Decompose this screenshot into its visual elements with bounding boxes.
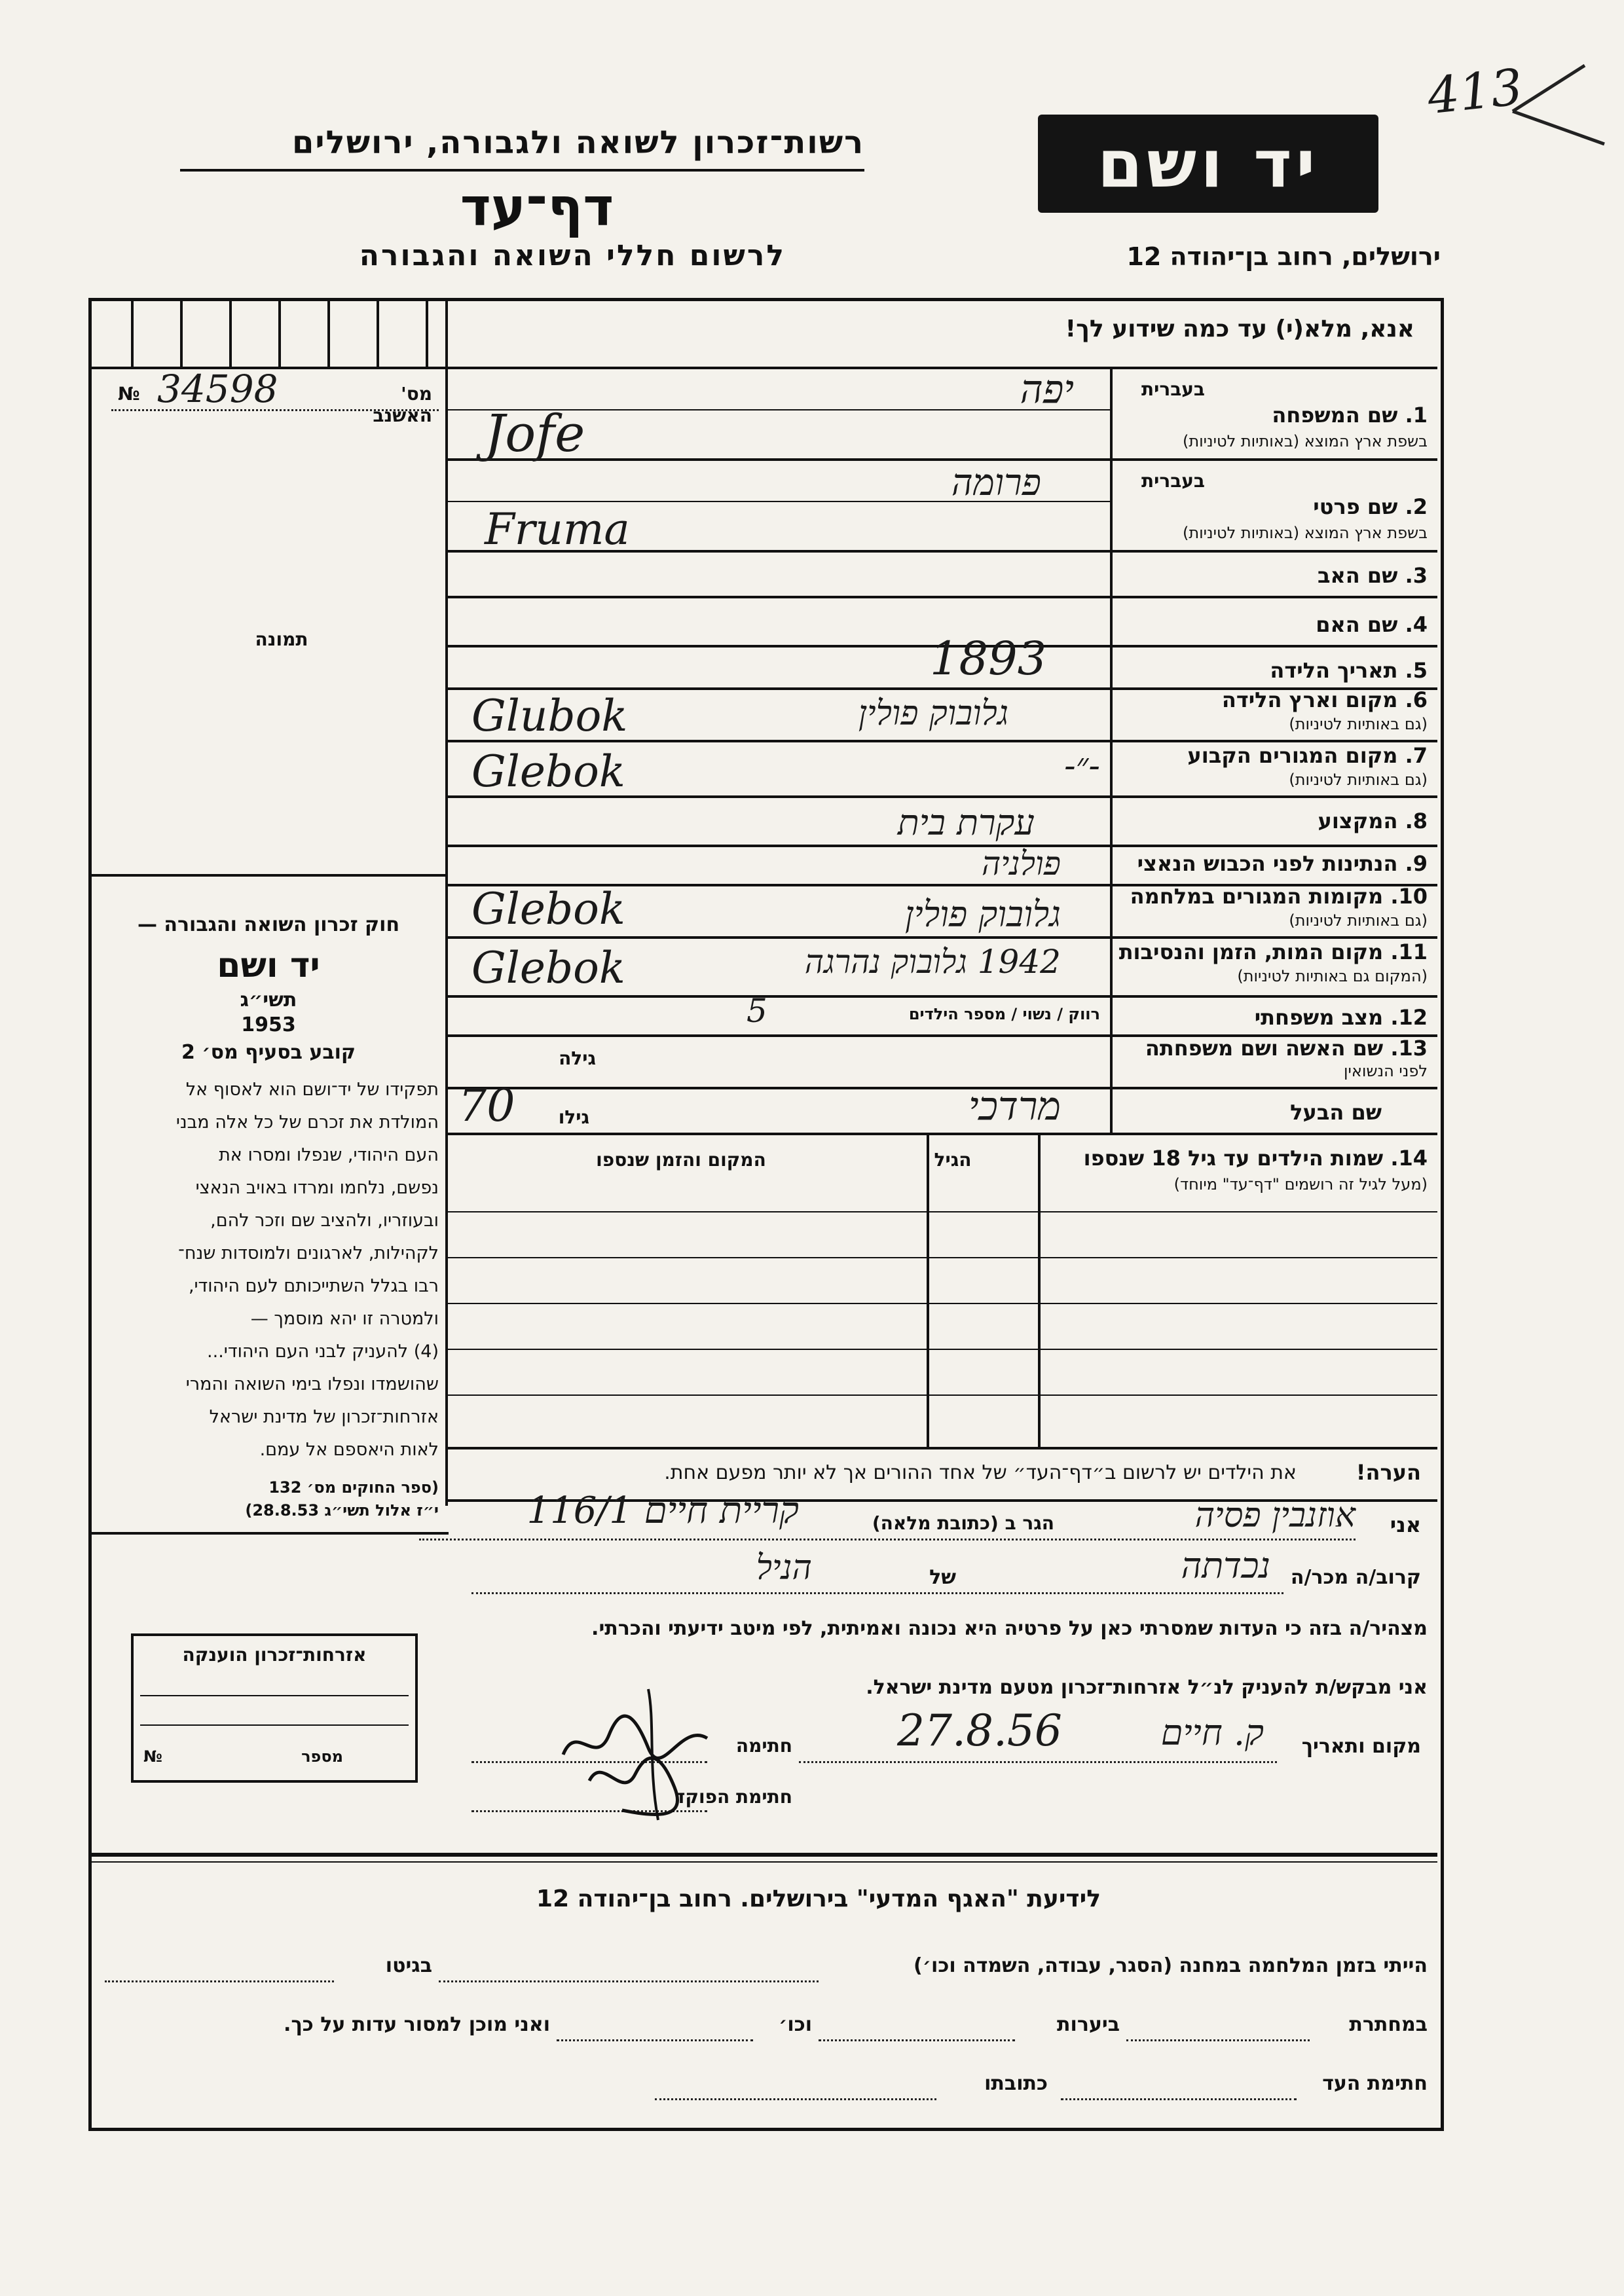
field-7-value-he: -״-	[1064, 746, 1100, 786]
corner-arrow-icon	[1506, 59, 1611, 151]
authority-title: רשות־זכרון לשואה ולגבורה, ירושלים	[291, 124, 864, 161]
law-year: 1953	[241, 1013, 296, 1036]
field-6-sub: (גם באותיות לטיניות)	[1289, 715, 1428, 733]
citizenship-line	[140, 1724, 409, 1726]
law-panel-bottom	[92, 1532, 449, 1535]
law-ref-2: י״ז אלול תשי״ג 28.8.53)	[245, 1501, 439, 1520]
bottom-line2-c: וכו׳	[779, 2013, 812, 2036]
authority-underline	[180, 169, 864, 172]
of-value: הניל	[756, 1548, 812, 1588]
field-14-label: 14. שמות הילדים עד גיל 18 שנספו	[1083, 1146, 1428, 1171]
field-9-value: פולניה	[981, 845, 1061, 883]
bottom-line2-fill-3	[557, 2039, 753, 2041]
field-8-value: עקרת בית	[897, 802, 1035, 843]
declaration-line-1	[419, 1539, 1356, 1540]
field-2-value-latin: Fruma	[485, 504, 630, 555]
bottom-line2-a: במחתרת	[1349, 2013, 1428, 2036]
registry-number: 34598	[157, 367, 278, 411]
registry-line	[111, 409, 439, 411]
bottom-heading: לידיעת "האגף המדעי" בירושלים. רחוב בן־יהודה 12	[536, 1886, 1101, 1912]
bottom-line3-fill-1	[1061, 2098, 1297, 2100]
declare-text: מצהיר/ה בזה כי העדות שמסרתי כאן על פרטיה היא נכונה ואמיתית, לפי מיטב ידיעתי והכרתי.	[591, 1617, 1428, 1640]
table-row-line	[445, 1257, 1437, 1258]
left-column-divider	[445, 301, 448, 1506]
table-bottom-line	[445, 1447, 1437, 1449]
photo-label: תמונה	[255, 629, 308, 650]
citizenship-line	[140, 1695, 409, 1696]
field-13-sub: לפני הנשואין	[1343, 1062, 1428, 1080]
row-line	[445, 995, 1437, 998]
bottom-line3-fill-2	[655, 2098, 936, 2100]
of-label: של	[929, 1566, 956, 1589]
date-line	[799, 1761, 1277, 1763]
bottom-line2-fill-1	[1126, 2039, 1310, 2041]
field-14-col-place: המקום והזמן שנספו	[596, 1149, 766, 1171]
field-10-value-he: גלובוק פולין	[904, 894, 1061, 935]
field-11-sub: (המקום גם באותיות לטיניות)	[1237, 967, 1428, 985]
witness-name: אוזנבין פסיה	[1194, 1496, 1356, 1535]
law-line: (4) להעניק לבני העם היהודי...	[207, 1341, 439, 1362]
row-line	[445, 596, 1437, 598]
field-2-value-he: פרומה	[951, 462, 1041, 504]
note-label: הערה!	[1356, 1460, 1421, 1485]
witness-address: קריית חיים 116/1	[526, 1489, 799, 1532]
residing-label: הגר ב (כתובת מלאה)	[872, 1512, 1054, 1534]
law-body	[98, 1074, 439, 1467]
citizenship-number-prefix: №	[143, 1747, 162, 1766]
row-line	[445, 1133, 1437, 1135]
table-row-line	[445, 1211, 1437, 1212]
field-7-label: 7. מקום המגורים הקבוע	[1187, 743, 1428, 768]
law-line: ובעוזריו, ולהציב שם וזכר להם,	[210, 1211, 439, 1231]
husband-label: שם הבעל	[1290, 1100, 1382, 1125]
law-line: שהושמדו ונפלו בימי השואה והמרי	[185, 1374, 439, 1394]
bottom-line1-b: בגיטו	[385, 1954, 432, 1977]
law-line: המולדת את זכרם של כל אלה מבני	[175, 1112, 439, 1133]
table-divider-age-left	[927, 1133, 929, 1447]
law-line: לאות היאספם אל עמם.	[259, 1440, 439, 1460]
bottom-line3-b: כתובתו	[984, 2072, 1048, 2095]
law-line: ולמטרה זו יהא מוסמך —	[250, 1309, 439, 1329]
field-10-sub: (גם באותיות לטיניות)	[1289, 911, 1428, 930]
field-6-value-he: גלובוק פולין	[858, 694, 1008, 733]
bottom-line3-a: חתימת העד	[1322, 2072, 1428, 2095]
husband-age-value: 70	[458, 1080, 515, 1132]
field-9-label: 9. הנתינות לפני הכבוש הנאצי	[1137, 851, 1428, 876]
instruction-text: אנא, מלא(י) עד כמה שידוע לך!	[1065, 316, 1414, 342]
field-7-value-latin: Glebok	[471, 746, 625, 797]
citizenship-box	[131, 1633, 418, 1783]
law-panel-top	[92, 874, 445, 877]
field-2-sub: בשפת ארץ המוצא (באותיות לטיניות)	[1183, 524, 1428, 542]
declaration-ani: אני	[1390, 1512, 1421, 1537]
bottom-line1-a: הייתי בזמן המלחמה במחנה (הסגר, עבודה, השמדה וכו׳)	[913, 1954, 1428, 1977]
top-boxes	[92, 301, 445, 373]
field-1-value-he: יפה	[1020, 367, 1074, 412]
declaration-line-2	[471, 1592, 1283, 1594]
field-11-label: 11. מקום המות, הזמן והנסיבות	[1118, 939, 1428, 964]
table-row-line	[445, 1349, 1437, 1350]
field-12-options: רווק / נשוי / מספר הילדים	[908, 1005, 1100, 1023]
law-title: חוק זכרון השואה והגבורה —	[137, 913, 400, 936]
place-date-label: מקום ותאריך	[1301, 1735, 1421, 1758]
law-section: קובע בסעיף מס׳ 2	[181, 1041, 356, 1064]
registry-label: מס' האשנב	[373, 383, 432, 426]
field-4-label: 4. שם האם	[1316, 612, 1428, 637]
law-name: יד ושם	[217, 946, 320, 985]
signature-label: חתימה	[735, 1735, 792, 1757]
bottom-line1-fill	[439, 1980, 819, 1982]
husband-age-label: גילו	[558, 1106, 589, 1128]
law-line: רבו בגלל השתייכותם לעם היהודי,	[188, 1276, 439, 1296]
field-14-sub: (מעל לגיל זה רושמים "דף־עד" מיוחד)	[1173, 1175, 1428, 1194]
note-text: את הילדים יש לרשום ב״דף־העד״ של אחד ההורים אך לא יותר מפעם אחת.	[664, 1461, 1297, 1484]
field-13-label: 13. שם האשה ושם משפחתה	[1145, 1036, 1428, 1061]
field-3-label: 3. שם האב	[1317, 563, 1428, 588]
header-address: ירושלים, רחוב בן־יהודה 12	[1126, 242, 1441, 271]
field-12-value: 5	[747, 992, 767, 1030]
hebrew-tag-1: בעברית	[1141, 378, 1205, 400]
table-row-line	[445, 1303, 1437, 1304]
bottom-line2-d: ואני מוכן למסור עדות על כך.	[284, 2013, 550, 2036]
law-line: אזרחות־זכרון של מדינת ישראל	[209, 1407, 439, 1427]
relation-value: נכדתה	[1181, 1545, 1270, 1586]
law-line: לקהילות, לארגונים ולמוסדות שנח־	[178, 1243, 439, 1264]
field-1-label: 1. שם המשפחה	[1272, 403, 1428, 428]
law-line: תפקידו של יד־ושם הוא לאסוף אל	[185, 1080, 439, 1100]
officer-label: חתימת הפוקד	[674, 1786, 792, 1808]
label-column-divider	[1110, 367, 1113, 1133]
law-line: העם היהודי, שנפלו ומסרו את	[219, 1145, 439, 1165]
yad-vashem-logo: יד ושם	[1038, 115, 1378, 213]
field-2-label: 2. שם פרטי	[1313, 494, 1428, 519]
bottom-line2-b: ביערות	[1057, 2013, 1120, 2036]
bottom-separator-inner	[92, 1861, 1437, 1863]
husband-value: מרדכי	[968, 1084, 1061, 1129]
field-13-age-label: גילה	[559, 1048, 596, 1069]
row-line	[445, 936, 1437, 939]
citizenship-title: אזרחות־זכרון הוענקה	[182, 1644, 367, 1666]
corner-number: 413	[1424, 57, 1526, 126]
relative-label: קרוב/ה מכר/ה	[1290, 1566, 1421, 1589]
field-5-value: 1893	[930, 632, 1047, 685]
field-1-sub: בשפת ארץ המוצא (באותיות לטיניות)	[1183, 432, 1428, 450]
law-line: נפשם, נלחמו ומרדו באויב הנאצי	[195, 1178, 439, 1198]
field-6-value-latin: Glubok	[471, 691, 628, 741]
witness-signature	[550, 1676, 720, 1827]
registry-prefix: №	[118, 383, 140, 405]
citizenship-number-label: מספר	[301, 1747, 343, 1766]
field-12-label: 12. מצב משפחתי	[1254, 1005, 1428, 1030]
field-6-label: 6. מקום וארץ הלידה	[1221, 687, 1428, 712]
form-subtitle: לרשום חללי השואה והגבורה	[359, 239, 786, 272]
bottom-line1-fill-2	[105, 1980, 334, 1982]
field-5-label: 5. תאריך הלידה	[1270, 658, 1428, 683]
field-7-sub: (גם באותיות לטיניות)	[1289, 771, 1428, 789]
bottom-line2-fill-2	[819, 2039, 1015, 2041]
table-row-line	[445, 1394, 1437, 1396]
date-value: 27.8.56	[897, 1705, 1062, 1756]
field-10-value-latin: Glebok	[471, 884, 625, 934]
table-divider-age-right	[1038, 1133, 1041, 1447]
form-title: דף־עד	[460, 177, 614, 238]
field-8-label: 8. המקצוע	[1318, 809, 1428, 833]
field-1-value-latin: Jofe	[485, 405, 585, 464]
field-10-label: 10. מקומות המגורים במלחמה	[1130, 884, 1428, 909]
request-text: אני מבקש/ת להעניק לנ״ל אזרחות־זכרון מטעם מדינת ישראל.	[866, 1676, 1428, 1699]
field-14-col-age: הגיל	[934, 1149, 972, 1171]
field-11-value-he: 1942 גלובוק נהרגה	[804, 943, 1061, 981]
law-ref-1: (ספר החוקים מס׳ 132	[268, 1478, 439, 1497]
field-11-value-latin: Glebok	[471, 943, 625, 993]
hebrew-tag-2: בעברית	[1141, 470, 1205, 492]
bottom-separator	[92, 1853, 1437, 1857]
law-year-he: תשי״ג	[240, 989, 297, 1011]
place-value: ק. חיים	[1160, 1712, 1264, 1753]
